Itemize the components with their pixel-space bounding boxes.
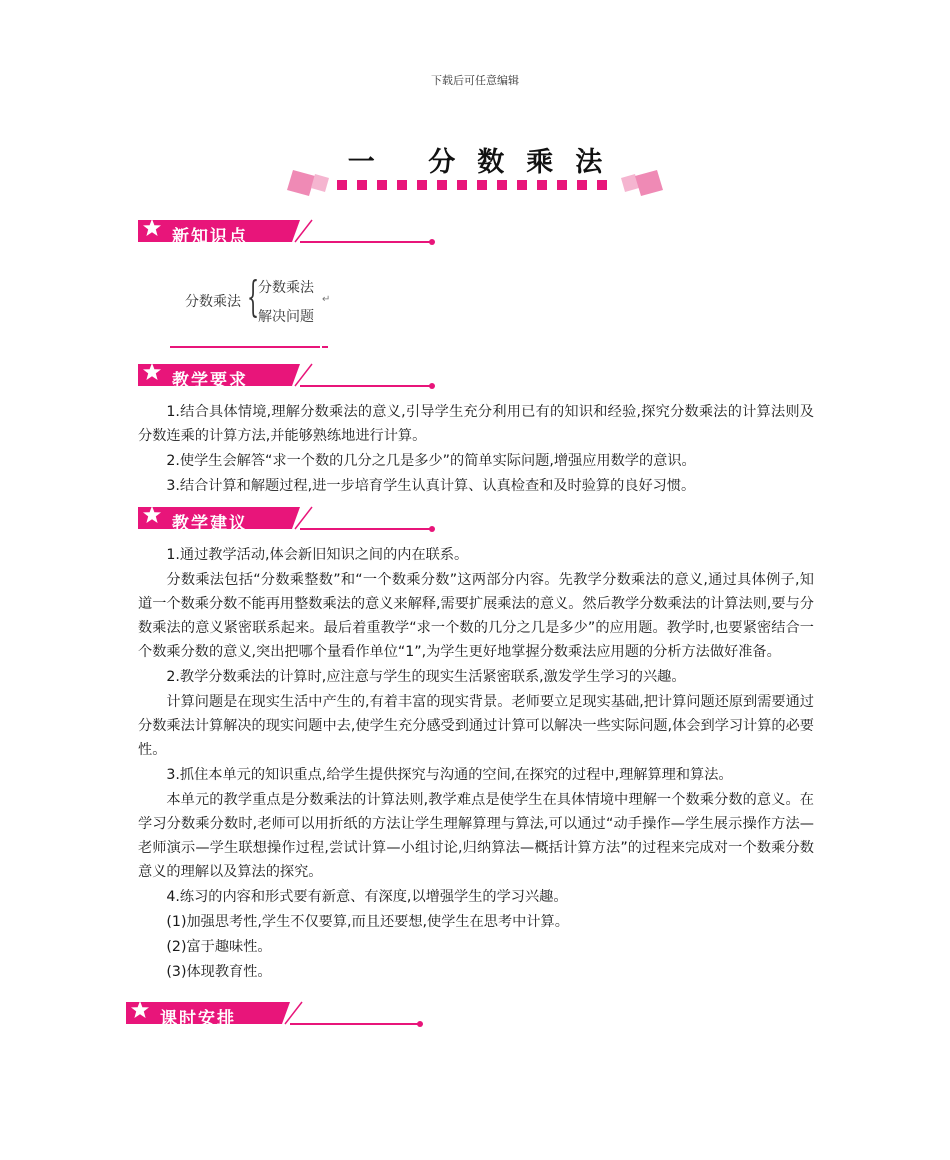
suggestion-paragraph: 计算问题是在现实生活中产生的,有着丰富的现实背景。老师要立足现实基础,把计算问题还原到需要通过分数乘法计算解决的现实问题中去,使学生充分感受到通过计算可以解决一些实际问题,体会到学习计算的必要性。: [138, 694, 814, 758]
star-icon: [130, 1000, 150, 1020]
requirement-item: 2.使学生会解答“求一个数的几分之几是多少”的简单实际问题,增强应用数学的意识。: [166, 453, 696, 469]
download-note: 下载后可任意编辑: [431, 74, 519, 87]
suggestion-paragraph: 2.教学分数乘法的计算时,应注意与学生的现实生活紧密联系,激发学生学习的兴趣。: [166, 669, 686, 685]
diagram-branch-2: 解决问题: [258, 309, 314, 325]
section-header-knowledge: [0, 218, 450, 252]
star-icon: [142, 218, 162, 238]
section-title-suggestions: 教学建议: [172, 514, 248, 534]
return-mark-icon: ↵: [322, 294, 331, 305]
title-decoration: [285, 166, 665, 202]
chapter-title: 一 分数乘法: [347, 147, 625, 178]
suggestions-body: [138, 543, 814, 984]
suggestion-paragraph: 本单元的教学重点是分数乘法的计算法则,教学难点是使学生在具体情境中理解一个数乘分数的意义。在学习分数乘分数时,老师可以用折纸的方法让学生理解算理与算法,可以通过“动手操作—学生展示操作方法—老师演示—学生联想操作过程,尝试计算—小组讨论,归纳算法—概括计算方法”的过程来完成对一个数乘分数意义的理解以及算法的探究。: [138, 792, 814, 880]
star-icon: [142, 505, 162, 525]
suggestion-paragraph: (1)加强思考性,学生不仅要算,而且还要想,使学生在思考中计算。: [166, 914, 569, 930]
requirement-item: 3.结合计算和解题过程,进一步培育学生认真计算、认真检查和及时验算的良好习惯。: [166, 478, 696, 494]
suggestion-paragraph: (3)体现教育性。: [166, 964, 272, 980]
chapter-title-banner: [285, 138, 665, 202]
section-header-schedule: [0, 1000, 450, 1034]
brace-icon: {: [247, 272, 260, 321]
suggestion-paragraph: 1.通过教学活动,体会新旧知识之间的内在联系。: [166, 547, 469, 563]
requirements-body: [138, 400, 814, 498]
section-header-requirements: [0, 362, 450, 396]
section-title-knowledge: 新知识点: [172, 227, 248, 247]
diagram-root: 分数乘法: [185, 294, 241, 310]
suggestion-paragraph: 3.抓住本单元的知识重点,给学生提供探究与沟通的空间,在探究的过程中,理解算理和算法。: [166, 767, 733, 783]
section-title-schedule: 课时安排: [160, 1009, 236, 1029]
suggestion-paragraph: (2)富于趣味性。: [166, 939, 272, 955]
section-header-suggestions: [0, 505, 450, 539]
suggestion-paragraph: 分数乘法包括“分数乘整数”和“一个数乘分数”这两部分内容。先教学分数乘法的意义,通过具体例子,知道一个数乘分数不能再用整数乘法的意义来解释,需要扩展乘法的意义。然后教学分数乘法的计算法则,要与分数乘法的意义紧密联系起来。最后着重教学“求一个数的几分之几是多少”的应用题。教学时,也要紧密结合一个数乘分数的意义,突出把哪个量看作单位“1”,为学生更好地掌握分数乘法应用题的分析方法做好准备。: [138, 572, 814, 660]
requirement-item: 1.结合具体情境,理解分数乘法的意义,引导学生充分利用已有的知识和经验,探究分数乘法的计算法则及分数连乘的计算方法,并能够熟练地进行计算。: [138, 404, 814, 444]
suggestion-paragraph: 4.练习的内容和形式要有新意、有深度,以增强学生的学习兴趣。: [166, 889, 568, 905]
star-icon: [142, 362, 162, 382]
knowledge-diagram: [180, 270, 350, 330]
diagram-underline: [170, 344, 330, 350]
diagram-branch-1: 分数乘法: [258, 280, 314, 296]
section-title-requirements: 教学要求: [172, 371, 248, 391]
